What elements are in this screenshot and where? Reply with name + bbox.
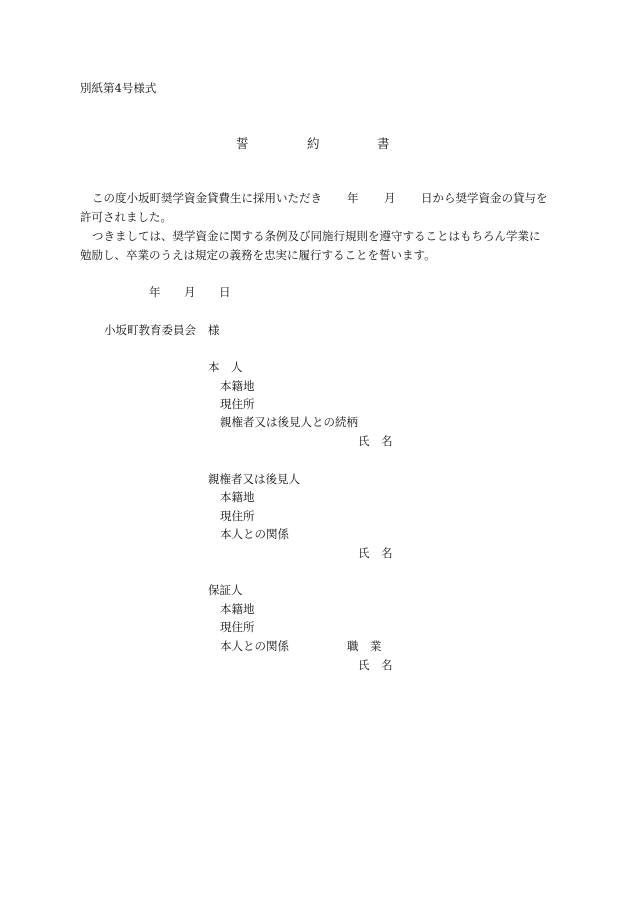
- guardian-relation-label: 本人との関係: [220, 527, 289, 541]
- date-year: 年: [149, 285, 161, 299]
- principal-name-label: 氏 名: [358, 434, 393, 448]
- principal-address-label: 現住所: [220, 397, 255, 411]
- guardian-name-label: 氏 名: [358, 546, 393, 560]
- guardian-address-label: 現住所: [220, 509, 255, 523]
- body-line-3: つきましては、奨学資金に関する条例及び同施行規則を遵守することはもちろん学業に: [92, 229, 541, 243]
- title-char-2: 約: [307, 136, 320, 151]
- date-day: 日: [219, 285, 231, 299]
- form-number: 別紙第4号様式: [80, 81, 157, 95]
- title-char-1: 誓: [236, 136, 249, 151]
- guarantor-relation-label: 本人との関係: [220, 639, 289, 653]
- guarantor-domicile-label: 本籍地: [220, 602, 255, 616]
- title-char-3: 書: [377, 136, 390, 151]
- date-month: 月: [184, 285, 196, 299]
- guarantor-heading: 保証人: [208, 583, 243, 597]
- body-line-2: 許可されました。: [80, 210, 172, 224]
- body-line-1-year: 年: [347, 191, 359, 205]
- guarantor-name-label: 氏 名: [358, 658, 393, 672]
- principal-relation-label: 親権者又は後見人との続柄: [220, 415, 358, 429]
- body-line-1a: この度小坂町奨学資金貸費生に採用いただき: [92, 191, 322, 205]
- principal-domicile-label: 本籍地: [220, 379, 255, 393]
- body-line-1-month: 月: [384, 191, 396, 205]
- principal-heading: 本 人: [208, 360, 243, 374]
- body-line-4: 勉励し、卒業のうえは規定の義務を忠実に履行することを誓います。: [80, 248, 436, 262]
- addressee-honorific: 様: [208, 323, 220, 337]
- guarantor-occupation-label: 職 業: [347, 639, 382, 653]
- guardian-domicile-label: 本籍地: [220, 490, 255, 504]
- body-line-1b: 日から奨学資金の貸与を: [421, 191, 548, 205]
- guardian-heading: 親権者又は後見人: [208, 472, 300, 486]
- guarantor-address-label: 現住所: [220, 620, 255, 634]
- addressee-name: 小坂町教育委員会: [104, 323, 196, 337]
